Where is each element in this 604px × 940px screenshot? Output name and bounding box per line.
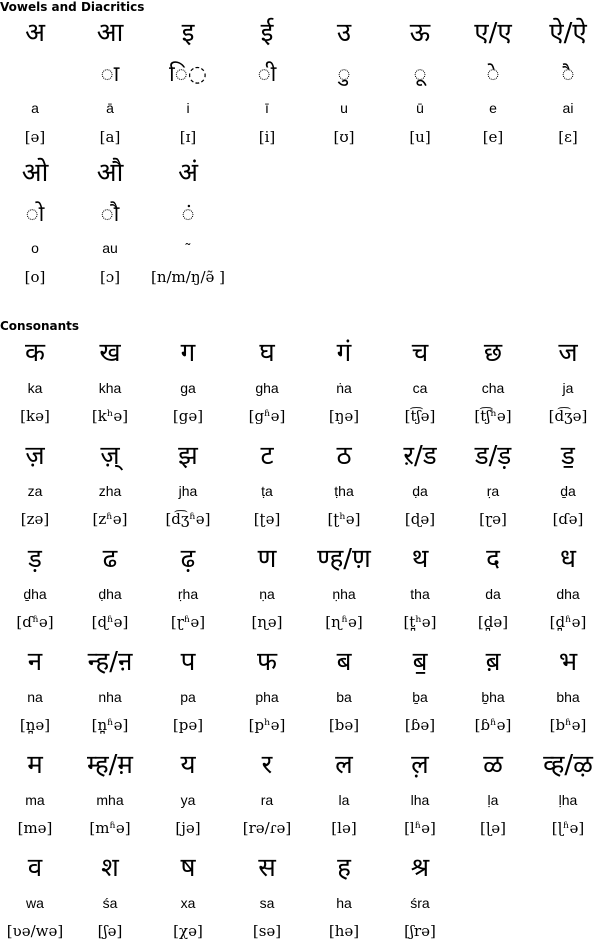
consonant-transliteration: ḏha [23, 586, 47, 602]
consonant-letter: ढ [102, 544, 118, 574]
consonant-letter: ण [257, 544, 277, 574]
consonant-letter: ऱ/ड [403, 441, 437, 471]
vowel-diacritic: ◌ु [337, 62, 351, 87]
consonant-letter: झ [178, 441, 198, 471]
vowel-letter: आ [96, 18, 124, 48]
consonant-ipa: [ɭə] [479, 819, 507, 837]
vowel-ipa: [u] [409, 128, 431, 146]
consonant-ipa: [ɽʱə] [170, 613, 206, 631]
consonant-ipa: [lʱə] [404, 819, 436, 837]
consonant-transliteration: ḏa [560, 483, 576, 499]
consonant-letter: ण्ह/ण़ [317, 544, 371, 574]
consonant-ipa: [ɳə] [251, 613, 283, 631]
consonant-letter: ड॒ [561, 441, 575, 471]
consonant-transliteration: ṇha [332, 586, 356, 602]
consonant-ipa: [sə] [252, 922, 282, 940]
vowel-letter: ओ [21, 158, 49, 188]
vowel-transliteration: ī [265, 100, 269, 116]
vowel-diacritic: ◌ू [413, 62, 427, 87]
vowel-ipa: [n/m/ŋ/ə̃ ] [150, 268, 226, 286]
vowel-ipa: [i] [258, 128, 276, 146]
consonant-letter: र [261, 750, 273, 780]
consonant-ipa: [gʱə] [248, 407, 286, 425]
consonant-letter: ग [180, 338, 196, 368]
consonant-ipa: [ʈʰə] [327, 510, 361, 528]
consonant-transliteration: ṛa [486, 483, 500, 499]
consonant-transliteration: pa [180, 689, 196, 705]
consonant-letter: श्र [410, 853, 430, 883]
consonant-letter: म [27, 750, 43, 780]
consonant-transliteration: ṇa [259, 586, 275, 602]
vowel-transliteration: i [186, 100, 190, 116]
vowel-transliteration: ai [562, 100, 574, 116]
consonant-ipa: [ɖʱə] [91, 613, 129, 631]
vowel-letter: ऐ/ऐ [549, 18, 587, 48]
consonant-transliteration: na [27, 689, 43, 705]
consonant-transliteration: ga [180, 380, 196, 396]
consonant-letter: ड़ [28, 544, 42, 574]
consonant-transliteration: ca [412, 380, 428, 396]
vowel-transliteration: ū [416, 100, 424, 116]
consonant-transliteration: xa [180, 895, 196, 911]
consonant-letter: ब़ [485, 647, 501, 677]
consonant-letter: श [101, 853, 119, 883]
vowel-letter: ऊ [409, 18, 431, 48]
consonant-transliteration: lha [410, 792, 430, 808]
consonant-letter: ष [180, 853, 196, 883]
consonant-letter: ल़ [411, 750, 429, 780]
consonant-transliteration: śra [410, 895, 430, 911]
consonant-transliteration: gha [255, 380, 279, 396]
consonant-letter: भ [558, 647, 578, 677]
vowel-diacritic: ◌ी [257, 62, 277, 87]
vowel-ipa: [ʊ] [333, 128, 355, 146]
consonant-letter: च [411, 338, 429, 368]
consonant-ipa: [ɗə] [552, 510, 584, 528]
vowel-transliteration: o [31, 240, 39, 256]
vowel-diacritic: ◌ै [561, 62, 575, 87]
consonant-transliteration: ba [336, 689, 352, 705]
consonant-ipa: [ʋə/wə] [6, 922, 64, 940]
consonant-letter: ट [260, 441, 274, 471]
consonant-transliteration: ḷha [558, 792, 578, 808]
consonant-ipa: [ɗʱə] [16, 613, 54, 631]
vowel-transliteration: ˜ [185, 240, 191, 256]
consonant-letter: ठ [336, 441, 352, 471]
vowel-diacritic: ि◌ [169, 62, 207, 87]
consonant-letter: म्ह/म़ [87, 750, 133, 780]
consonant-transliteration: kha [98, 380, 122, 396]
consonant-ipa: [n̪ə] [19, 716, 51, 734]
consonant-transliteration: ra [260, 792, 274, 808]
consonant-ipa: [mʱə] [89, 819, 131, 837]
consonant-transliteration: ṅa [336, 380, 352, 396]
consonant-ipa: [lə] [331, 819, 357, 837]
consonant-transliteration: ṭha [334, 483, 354, 499]
consonant-ipa: [ɖə] [404, 510, 436, 528]
consonant-transliteration: ḍa [412, 483, 428, 499]
consonant-ipa: [ŋə] [328, 407, 360, 425]
consonant-transliteration: cha [481, 380, 505, 396]
consonant-letter: ढ़ [180, 544, 196, 574]
vowel-ipa: [ɪ] [179, 128, 197, 146]
consonant-transliteration: ya [180, 792, 196, 808]
consonant-transliteration: za [27, 483, 43, 499]
vowel-transliteration: e [489, 100, 497, 116]
consonant-transliteration: la [338, 792, 350, 808]
consonant-transliteration: ḍha [98, 586, 122, 602]
vowel-letter: उ [336, 18, 352, 48]
consonant-transliteration: da [485, 586, 501, 602]
vowel-diacritic: ◌े [486, 62, 500, 87]
consonant-ipa: [jə] [175, 819, 201, 837]
consonant-ipa: [t̪ʰə] [403, 613, 437, 631]
consonant-letter: फ [256, 647, 278, 677]
consonant-letter: न [27, 647, 43, 677]
vowel-ipa: [ə] [24, 128, 46, 146]
consonant-transliteration: śa [102, 895, 118, 911]
consonant-ipa: [rə/ɾə] [242, 819, 292, 837]
consonant-ipa: [pə] [172, 716, 204, 734]
vowel-ipa: [ɔ] [99, 268, 121, 286]
consonant-letter: ळ [483, 750, 503, 780]
vowels-heading: Vowels and Diacritics [0, 0, 145, 14]
vowel-transliteration: a [31, 100, 39, 116]
consonant-ipa: [kə] [20, 407, 50, 425]
vowel-diacritic: ◌ा [100, 62, 120, 87]
vowel-letter: अ [25, 18, 45, 48]
consonant-transliteration: sa [259, 895, 275, 911]
consonant-ipa: [d̪ə] [477, 613, 509, 631]
consonant-ipa: [t͡ʃə] [404, 407, 436, 425]
consonant-ipa: [zə] [20, 510, 50, 528]
consonant-ipa: [ʃə] [97, 922, 123, 940]
vowel-ipa: [a] [99, 128, 121, 146]
consonant-letter: व्ह/ऴ [543, 750, 593, 780]
consonant-transliteration: ka [27, 380, 43, 396]
consonant-transliteration: ṭa [261, 483, 273, 499]
vowel-ipa: [ɛ] [558, 128, 578, 146]
consonant-letter: स [258, 853, 276, 883]
consonant-transliteration: zha [98, 483, 122, 499]
consonant-ipa: [χə] [173, 922, 203, 940]
consonant-letter: थ [411, 544, 429, 574]
vowel-letter: ई [260, 18, 274, 48]
consonant-ipa: [ɓə] [404, 716, 436, 734]
consonant-ipa: [pʰə] [248, 716, 286, 734]
consonant-ipa: [zʱə] [92, 510, 128, 528]
consonant-transliteration: ma [25, 792, 45, 808]
consonant-letter: क [25, 338, 45, 368]
consonant-letter: घ [259, 338, 275, 368]
consonant-letter: द [486, 544, 500, 574]
consonant-ipa: [gə] [172, 407, 204, 425]
consonant-transliteration: wa [26, 895, 44, 911]
consonant-transliteration: ja [562, 380, 574, 396]
consonant-ipa: [n̪ʱə] [91, 716, 129, 734]
consonant-transliteration: jha [178, 483, 198, 499]
consonant-letter: ह [337, 853, 351, 883]
consonant-ipa: [ʃrə] [404, 922, 436, 940]
consonant-letter: प [180, 647, 196, 677]
vowel-diacritic: ◌ो [25, 202, 45, 227]
vowel-ipa: [o] [24, 268, 46, 286]
vowel-transliteration: u [340, 100, 348, 116]
consonant-ipa: [hə] [328, 922, 360, 940]
consonant-letter: ब॒ [412, 647, 428, 677]
consonant-ipa: [d͡ʒʱə] [165, 510, 211, 528]
consonant-ipa: [mə] [17, 819, 53, 837]
consonant-letter: ड/ड़ [474, 441, 512, 471]
consonants-heading: Consonants [0, 319, 80, 333]
vowel-diacritic: ◌ं [181, 202, 195, 227]
consonant-transliteration: tha [410, 586, 430, 602]
consonant-ipa: [bʱə] [549, 716, 587, 734]
consonant-letter: गं [336, 338, 352, 368]
consonant-ipa: [t͡ʃʰə] [474, 407, 512, 425]
vowel-diacritic: ◌ौ [100, 202, 120, 227]
vowel-letter: औ [96, 158, 124, 188]
consonant-letter: ज़् [100, 441, 120, 471]
consonant-transliteration: ḇa [412, 689, 428, 705]
consonant-ipa: [ɓʱə] [474, 716, 512, 734]
consonant-letter: न्ह/ऩ [87, 647, 133, 677]
consonant-letter: छ [483, 338, 503, 368]
consonant-letter: व [27, 853, 43, 883]
consonant-letter: ज [558, 338, 578, 368]
vowel-letter: ए/ए [474, 18, 512, 48]
consonant-letter: ब [336, 647, 352, 677]
consonant-transliteration: ḇha [481, 689, 505, 705]
consonant-letter: य [180, 750, 196, 780]
consonant-transliteration: bha [556, 689, 580, 705]
consonant-ipa: [bə] [328, 716, 360, 734]
consonant-ipa: [ɭʱə] [551, 819, 585, 837]
vowel-transliteration: ā [106, 100, 114, 116]
consonant-ipa: [ɽə] [479, 510, 507, 528]
consonant-ipa: [d̪ʱə] [549, 613, 587, 631]
consonant-ipa: [ʈə] [253, 510, 281, 528]
consonant-transliteration: nha [98, 689, 122, 705]
consonant-ipa: [d͡ʒə] [548, 407, 588, 425]
consonant-transliteration: dha [556, 586, 580, 602]
consonant-transliteration: pha [255, 689, 279, 705]
consonant-transliteration: ha [336, 895, 352, 911]
consonant-letter: ध [560, 544, 576, 574]
vowel-transliteration: au [102, 240, 118, 256]
consonant-transliteration: ḷa [487, 792, 499, 808]
consonant-transliteration: mha [96, 792, 124, 808]
consonant-transliteration: ṛha [177, 586, 199, 602]
vowel-ipa: [e] [482, 128, 504, 146]
consonant-ipa: [kʰə] [91, 407, 129, 425]
consonant-letter: ख [99, 338, 121, 368]
consonant-letter: ल [335, 750, 353, 780]
consonant-letter: ज़ [25, 441, 45, 471]
vowel-letter: अं [178, 158, 198, 188]
vowel-letter: इ [181, 18, 195, 48]
consonant-ipa: [ɳʱə] [325, 613, 363, 631]
